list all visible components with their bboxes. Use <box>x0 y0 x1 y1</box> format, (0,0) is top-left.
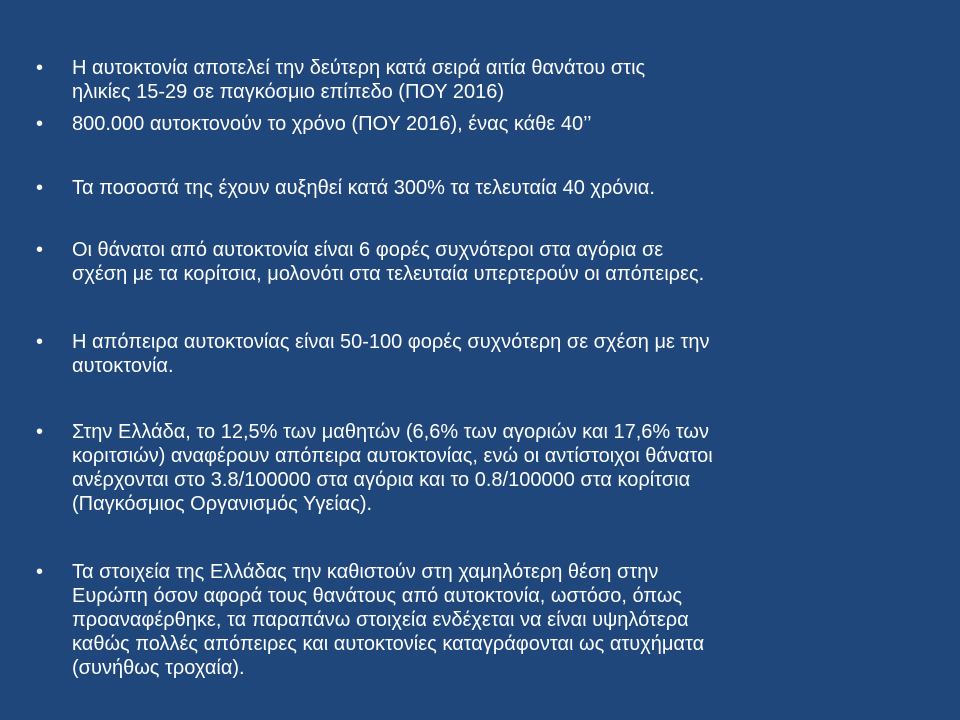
bullet-text-5: Η απόπειρα αυτοκτονίας είναι 50-100 φορές συχνότερη σε σχέση με την αυτοκτονία. <box>72 331 710 377</box>
bullet-text-2: 800.000 αυτοκτονούν το χρόνο (ΠΟΥ 2016), ένας κάθε 40’’ <box>72 113 592 135</box>
bullet-item-3 <box>36 176 896 200</box>
bullet-dot-icon: • <box>36 561 44 583</box>
bullet-item-6 <box>36 420 896 516</box>
bullet-text-1: Η αυτοκτονία αποτελεί την δεύτερη κατά σειρά αιτία θανάτου στις ηλικίες 15-29 σε παγκόσμιο επίπεδο (ΠΟΥ 2016) <box>72 57 646 103</box>
bullet-dot-icon: • <box>36 421 44 443</box>
bullet-dot-icon: • <box>36 113 44 135</box>
bullet-dot-icon: • <box>36 57 44 79</box>
bullet-item-1 <box>36 56 896 104</box>
bullet-dot-icon: • <box>36 177 44 199</box>
bullet-dot-icon: • <box>36 331 44 353</box>
bullet-dot-icon: • <box>36 239 44 261</box>
bullet-item-5 <box>36 330 896 378</box>
bullet-item-7 <box>36 560 896 680</box>
bullet-text-6: Στην Ελλάδα, το 12,5% των μαθητών (6,6% των αγοριών και 17,6% των κοριτσιών) αναφέρουν απόπειρα αυτοκτονίας, ενώ οι αντίστοιχοι θάνατοι ανέρχονται στο 3.8/100000 στα αγόρια και το 0.8/100000 στα κορίτσια (Παγκόσμιος Οργανισμός Υγείας). <box>72 421 713 515</box>
bullet-item-4 <box>36 238 896 286</box>
bullet-text-3: Τα ποσοστά της έχουν αυξηθεί κατά 300% τα τελευταία 40 χρόνια. <box>72 177 655 199</box>
bullet-text-7: Τα στοιχεία της Ελλάδας την καθιστούν στη χαμηλότερη θέση στην Ευρώπη όσον αφορά τους θανάτους από αυτοκτονία, ωστόσο, όπως προαναφέρθηκε, τα παραπάνω στοιχεία ενδέχεται να είναι υψηλότερα καθώς πολλές απόπειρες και αυτοκτονίες καταγράφονται ως ατυχήματα (συνήθως τροχαία). <box>72 561 705 679</box>
bullet-text-4: Οι θάνατοι από αυτοκτονία είναι 6 φορές συχνότεροι στα αγόρια σε σχέση με τα κορίτσια, μολονότι στα τελευταία υπερτερούν οι απόπειρες. <box>72 239 705 285</box>
bullet-item-2 <box>36 112 896 136</box>
